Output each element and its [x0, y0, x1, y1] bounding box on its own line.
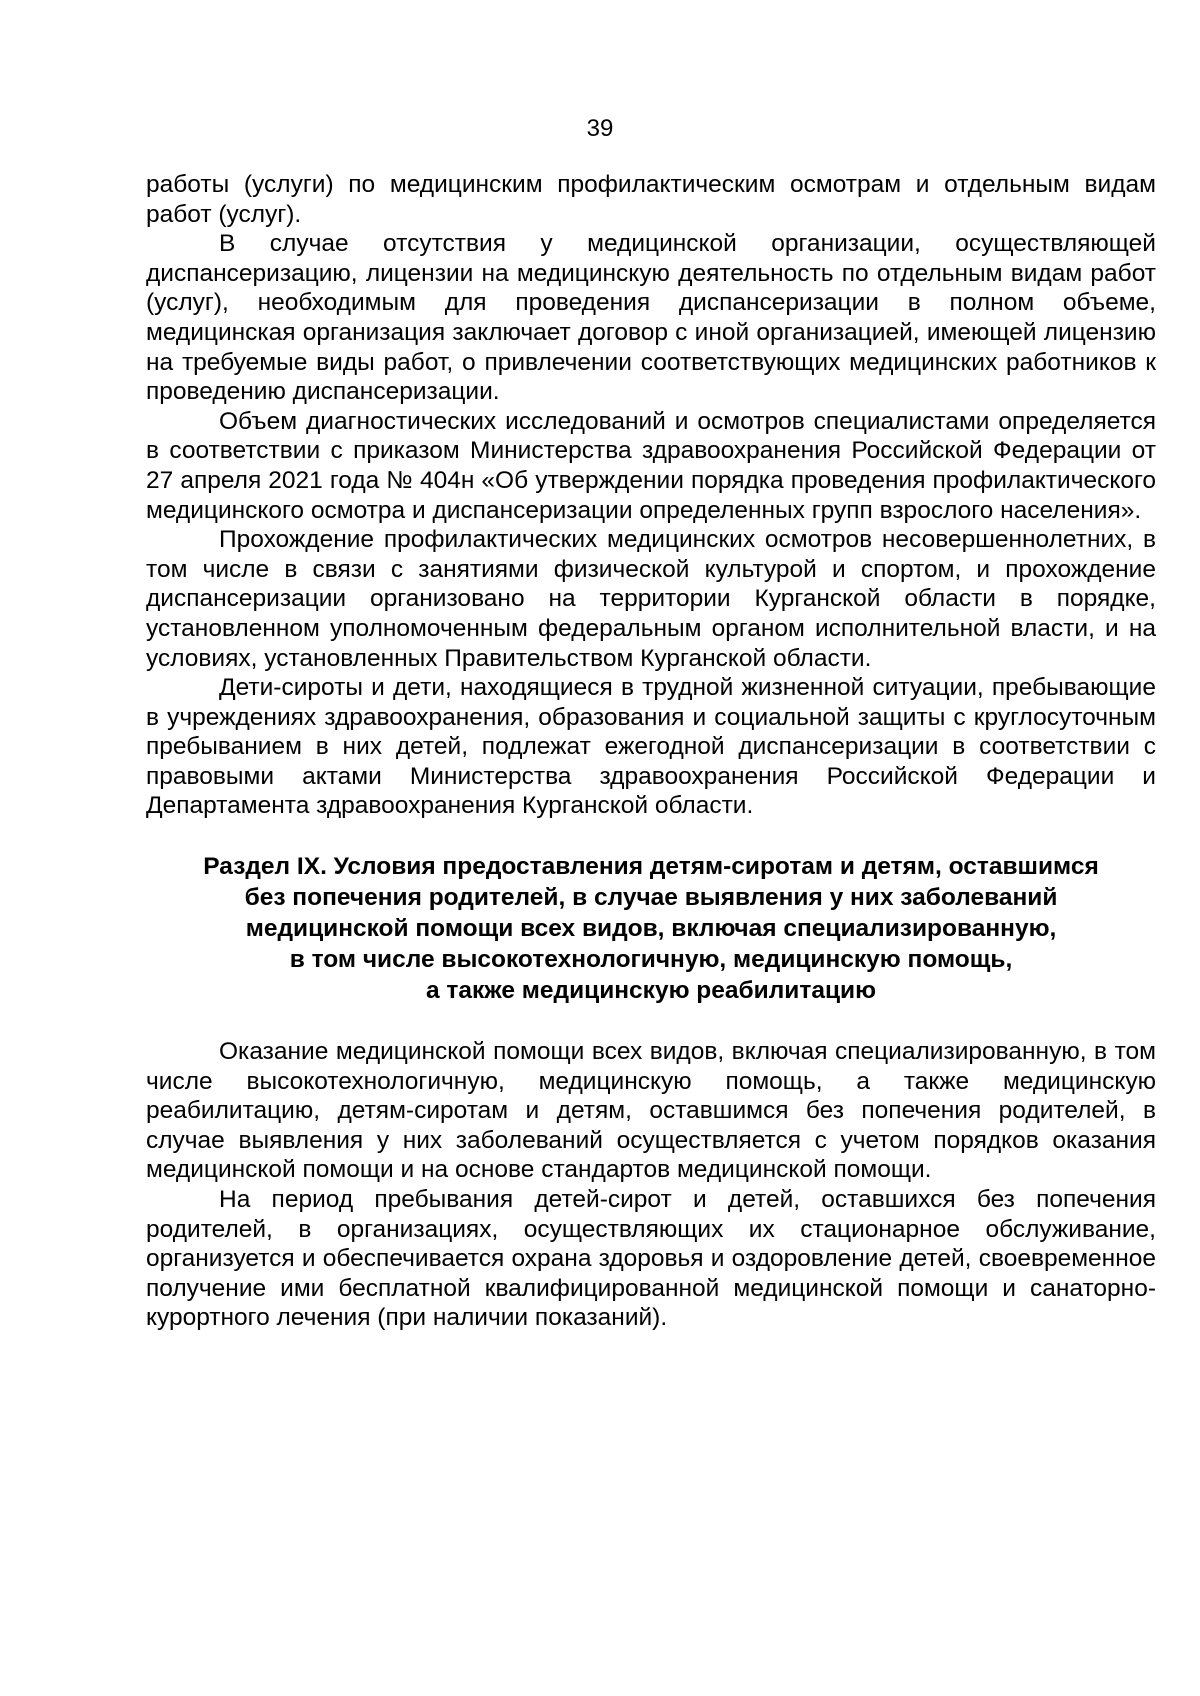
document-body [146, 170, 1156, 1333]
section-title-line: в том числе высокотехнологичную, медицинскую помощь, [289, 946, 1013, 974]
paragraph-health-protection: На период пребывания детей-сирот и детей, оставшихся без попечения родителей, в организациях, осуществляющих их стационарное обслуживание, организуется и обеспечивается охрана здоровья и оздоровление детей, своевременное получение ими бесплатной квалифицированной медицинской помощи и санаторно-курортного лечения (при наличии показаний). [146, 1186, 1156, 1332]
paragraph-orphans-dispensary: Дети-сироты и дети, находящиеся в трудной жизненной ситуации, пребывающие в учреждениях здравоохранения, образования и социальной защиты с круглосуточным пребыванием в них детей, подлежат ежегодной диспансеризации в соответствии с правовыми актами Министерства здравоохранения Российской Федерации и Департамента здравоохранения Курганской области. [146, 674, 1156, 820]
paragraph-continuation: работы (услуги) по медицинским профилактическим осмотрам и отдельным видам работ (услуг). [146, 171, 1156, 228]
section-title [146, 851, 1156, 1006]
section-title-line: Раздел IX. Условия предоставления детям-сиротам и детям, оставшимся [203, 853, 1099, 881]
paragraph-minors-examinations: Прохождение профилактических медицинских осмотров несовершеннолетних, в том числе в связи с занятиями физической культурой и спортом, и прохождение диспансеризации организовано на территории Курганской области в порядке, установленном уполномоченным федеральным органом исполнительной власти, и на условиях, установленных Правительством Курганской области. [146, 526, 1156, 672]
paragraph-scope: Объем диагностических исследований и осмотров специалистами определяется в соответствии с приказом Министерства здравоохранения Российской Федерации от 27 апреля 2021 года № 404н «Об утверждении порядка проведения профилактического медицинского осмотра и диспансеризации определенных групп взрослого населения». [146, 407, 1156, 524]
section-title-line: без попечения родителей, в случае выявления у них заболеваний [244, 884, 1058, 912]
paragraph-medical-care-provision: Оказание медицинской помощи всех видов, включая специализированную, в том числе высокотехнологичную, медицинскую помощь, а также медицинскую реабилитацию, детям-сиротам и детям, оставшимся без попечения родителей, в случае выявления у них заболеваний осуществляется с учетом порядков оказания медицинской помощи и на основе стандартов медицинской помощи. [146, 1038, 1156, 1184]
section-title-line: а также медицинскую реабилитацию [425, 977, 877, 1005]
page-number: 39 [586, 115, 614, 142]
paragraph-license: В случае отсутствия у медицинской организации, осуществляющей диспансеризацию, лицензии на медицинскую деятельность по отдельным видам работ (услуг), необходимым для проведения диспансеризации в полном объеме, медицинская организация заключает договор с иной организацией, имеющей лицензию на требуемые виды работ, о привлечении соответствующих медицинских работников к проведению диспансеризации. [146, 230, 1156, 406]
section-title-line: медицинской помощи всех видов, включая специализированную, [245, 915, 1057, 943]
